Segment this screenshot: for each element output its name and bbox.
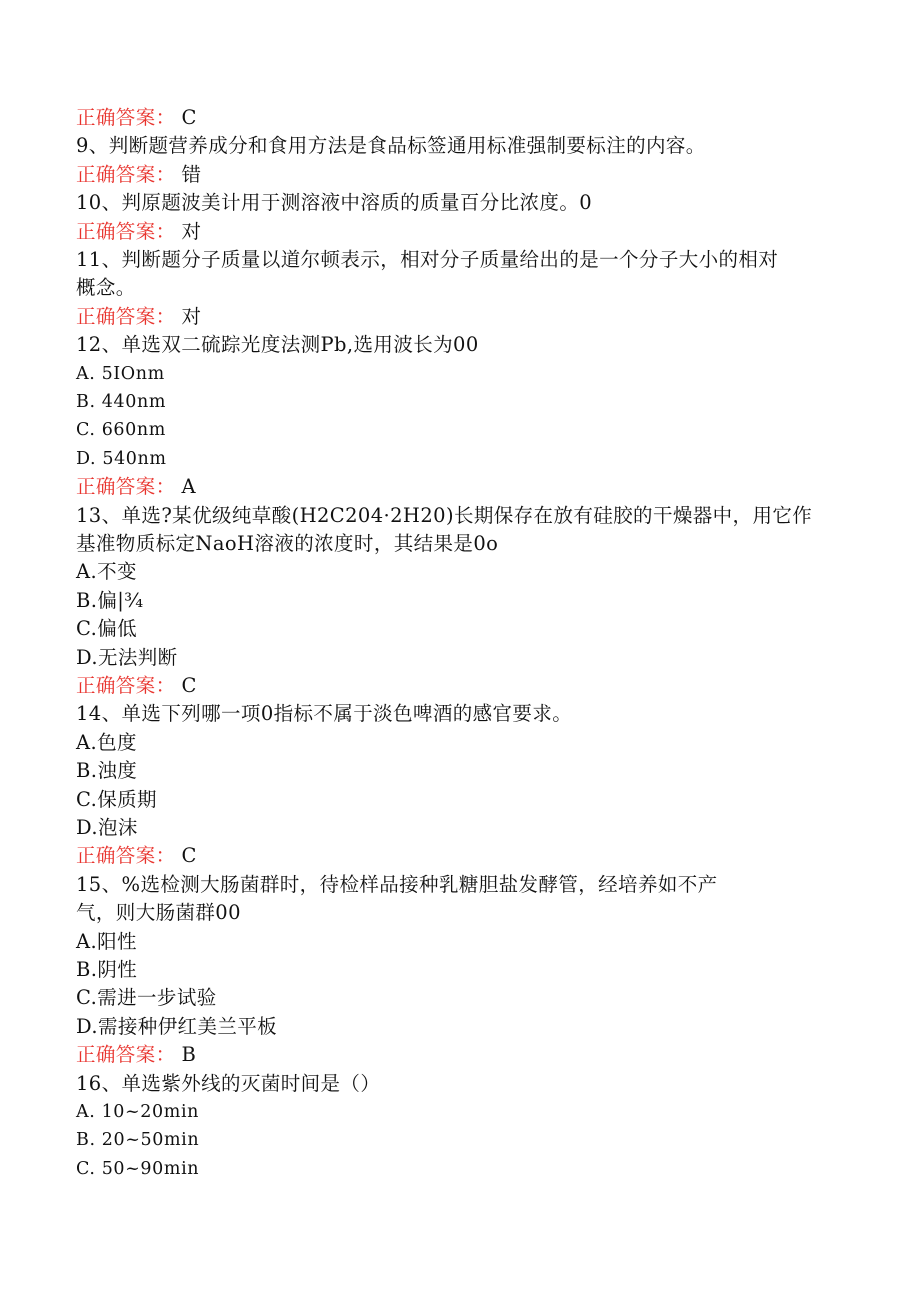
- question-text: 10、判原题波美计用于测溶液中溶质的质量百分比浓度。0: [76, 191, 593, 215]
- correct-answer-label: 正确答案：: [76, 674, 176, 697]
- question-text: B.浊度: [76, 759, 138, 783]
- question-text: A.不变: [76, 560, 137, 584]
- answer-option: C. 660nm: [76, 420, 166, 441]
- question-text: 16、单选紫外线的灭菌时间是（）: [76, 1071, 381, 1095]
- correct-answer-value: B: [181, 1043, 197, 1067]
- question-text: C.偏低: [76, 617, 138, 641]
- answer-option: C. 50~90min: [76, 1158, 200, 1179]
- question-text: 14、单选下列哪一项0指标不属于淡色啤酒的感官要求。: [76, 702, 573, 726]
- correct-answer-line: [76, 473, 196, 501]
- question-text: 12、单选双二硫踪光度法测Pb,选用波长为00: [76, 333, 479, 357]
- correct-answer-label: 正确答案：: [76, 106, 176, 129]
- correct-answer-value: 错: [181, 162, 202, 186]
- question-text: 气，则大肠菌群00: [76, 901, 241, 925]
- correct-answer-value: A: [181, 475, 196, 499]
- answer-option: B. 440nm: [76, 392, 167, 412]
- answer-option: B. 20~50min: [76, 1130, 200, 1151]
- correct-answer-label: 正确答案：: [76, 219, 176, 243]
- question-text: A.色度: [76, 730, 137, 754]
- correct-answer-line: [76, 161, 201, 189]
- question-text: 基准物质标定NaoH溶液的浓度时，其结果是0o: [76, 532, 499, 555]
- correct-answer-line: [76, 104, 197, 132]
- question-text: 概念。: [76, 276, 136, 300]
- correct-answer-label: 正确答案：: [76, 475, 176, 499]
- correct-answer-value: C: [181, 674, 197, 697]
- answer-option: A. 5IOnm: [76, 363, 165, 384]
- question-text: 11、判断题分子质量以道尔顿表示，相对分子质量给出的是一个分子大小的相对: [76, 248, 779, 271]
- correct-answer-label: 正确答案：: [76, 304, 176, 328]
- question-text: 15、%选检测大肠菌群时，待检样品接种乳糖胆盐发酵管，经培养如不产: [76, 872, 718, 896]
- correct-answer-label: 正确答案：: [76, 162, 176, 186]
- question-text: A.阳性: [76, 929, 137, 953]
- correct-answer-value: C: [181, 844, 197, 868]
- question-text: B.阴性: [76, 958, 138, 981]
- question-text: C.保质期: [76, 787, 157, 811]
- correct-answer-line: [76, 218, 201, 246]
- answer-option: A. 10~20min: [76, 1102, 200, 1122]
- correct-answer-line: [76, 1041, 196, 1069]
- answer-option: D. 540nm: [76, 448, 167, 469]
- correct-answer-value: 对: [181, 304, 202, 328]
- correct-answer-label: 正确答案：: [76, 1043, 176, 1067]
- question-text: D.无法判断: [76, 645, 178, 669]
- correct-answer-value: C: [181, 106, 197, 129]
- correct-answer-line: [76, 842, 197, 870]
- question-text: C.需进一步试验: [76, 986, 217, 1010]
- correct-answer-label: 正确答案：: [76, 844, 176, 868]
- correct-answer-line: [76, 672, 197, 700]
- question-text: 9、判断题营养成分和食用方法是食品标签通用标准强制要标注的内容。: [76, 134, 706, 158]
- question-text: D.泡沫: [76, 816, 138, 839]
- question-text: 13、单选?某优级纯草酸(H2C204·2H20)长期保存在放有硅胶的干燥器中，用它作: [76, 503, 813, 527]
- question-text: D.需接种伊红美兰平板: [76, 1014, 278, 1038]
- correct-answer-value: 对: [181, 219, 202, 243]
- correct-answer-line: [76, 303, 201, 331]
- question-text: B.偏|¾: [76, 588, 144, 612]
